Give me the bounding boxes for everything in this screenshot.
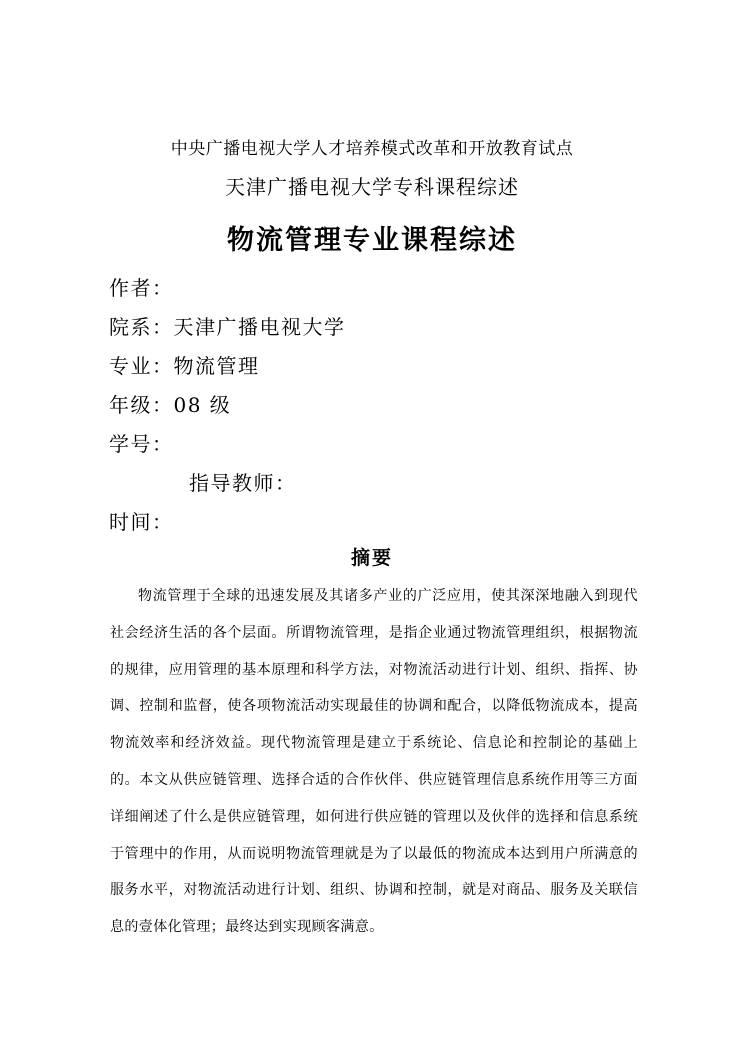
major-field: 专业：物流管理 <box>109 354 260 378</box>
program-heading: 中央广播电视大学人才培养模式改革和开放教育试点 <box>170 139 574 159</box>
document-title: 物流管理专业课程综述 <box>227 225 517 256</box>
author-field: 作者： <box>109 276 174 300</box>
student-id-field: 学号： <box>109 432 174 456</box>
school-heading: 天津广播电视大学专科课程综述 <box>225 175 519 199</box>
department-field: 院系：天津广播电视大学 <box>109 315 346 339</box>
abstract-body: 物流管理于全球的迅速发展及其诸多产业的广泛应用，使其深深地融入到现代社会经济生活的各个层面。所谓物流管理，是指企业通过物流管理组织，根据物流的规律，应用管理的基本原理和科学方法，对物流活动进行计划、组织、指挥、协调、控制和监督，使各项物流活动实现最佳的协调和配合，以降低物流成本，提高物流效率和经济效益。现代物流管理是建立于系统论、信息论和控制论的基础上的。本文从供应链管理、选择合适的合作伙伴、供应链管理信息系统作用等三方面详细阐述了什么是供应链管理，如何进行供应链的管理以及伙伴的选择和信息系统于管理中的作用，从而说明物流管理就是为了以最低的物流成本达到用户所满意的服务水平，对物流活动进行计划、组织、协调和控制，就是对商品、服务及关联信息的壹体化管理；最终达到实现顾客满意。 <box>110 588 638 936</box>
grade-field: 年级：08 级 <box>109 393 232 417</box>
advisor-field: 指导教师： <box>189 471 297 495</box>
time-field: 时间： <box>109 510 174 534</box>
abstract-heading: 摘要 <box>350 547 393 569</box>
